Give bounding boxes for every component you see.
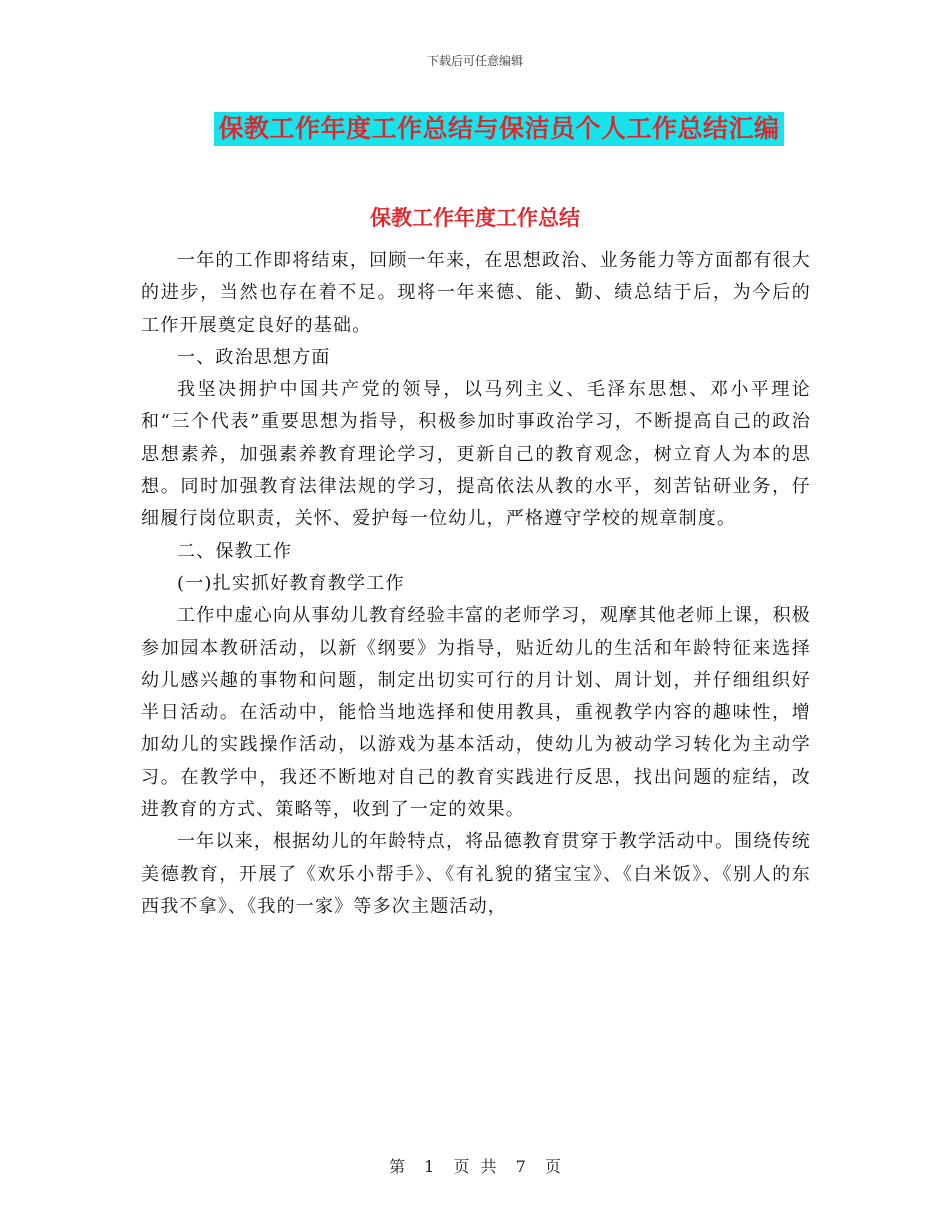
heading-care-education: 二、保教工作 (177, 540, 293, 562)
paragraph-political-thought: 我坚决拥护中国共产党的领导，以马列主义、毛泽东思想、邓小平理论和“三个代表”重要思想为指导，积极参加时事政治学习，不断提高自己的政治思想素养，加强素养教育理论学习，更新自己的教育观念，树立育人为本的思想。同时加强教育法律法规的学习，提高依法从教的水平，刻苦钻研业务，仔细履行岗位职责，关怀、爱护每一位幼儿，严格遵守学校的规章制度。 (141, 379, 811, 530)
footer-suffix: 页 (544, 1157, 561, 1176)
paragraph-teaching-work: 工作中虚心向从事幼儿教育经验丰富的老师学习，观摩其他老师上课，积极参加园本教研活动，以新《纲要》为指导，贴近幼儿的生活和年龄特征来选择幼儿感兴趣的事物和问题，制定出切实可行的月计划、周计划，并仔细组织好半日活动。在活动中，能恰当地选择和使用教具，重视教学内容的趣味性，增加幼儿的实践操作活动，以游戏为基本活动，使幼儿为被动学习转化为主动学习。在教学中，我还不断地对自己的教育实践进行反思，找出问题的症结，改进教育的方式、策略等，收到了一定的效果。 (141, 605, 811, 821)
paragraph-moral-education: 一年以来，根据幼儿的年龄特点，将品德教育贯穿于教学活动中。围绕传统美德教育，开展了《欢乐小帮手》、《有礼貌的猪宝宝》、《白米饭》、《别人的东西我不拿》、《我的一家》等多次主题活动， (141, 831, 811, 917)
footer-total-pages: 7 (515, 1157, 526, 1176)
page-footer (0, 1154, 950, 1177)
body-text (141, 245, 811, 923)
footer-middle: 页 共 (453, 1157, 497, 1176)
header-note: 下载后可任意编辑 (426, 54, 523, 68)
heading-political-thought: 一、政治思想方面 (177, 346, 331, 368)
paragraph-intro: 一年的工作即将结束，回顾一年来，在思想政治、业务能力等方面都有很大的进步，当然也存在着不足。现将一年来德、能、勤、绩总结于后，为今后的工作开展奠定良好的基础。 (141, 250, 811, 336)
document-title: 保教工作年度工作总结与保洁员个人工作总结汇编 (214, 112, 783, 146)
section-title: 保教工作年度工作总结 (370, 205, 580, 230)
document-title-container (0, 112, 950, 146)
footer-prefix: 第 (389, 1157, 406, 1176)
subheading-teaching-work: (一)扎实抓好教育教学工作 (177, 572, 405, 594)
footer-current-page: 1 (424, 1157, 435, 1176)
